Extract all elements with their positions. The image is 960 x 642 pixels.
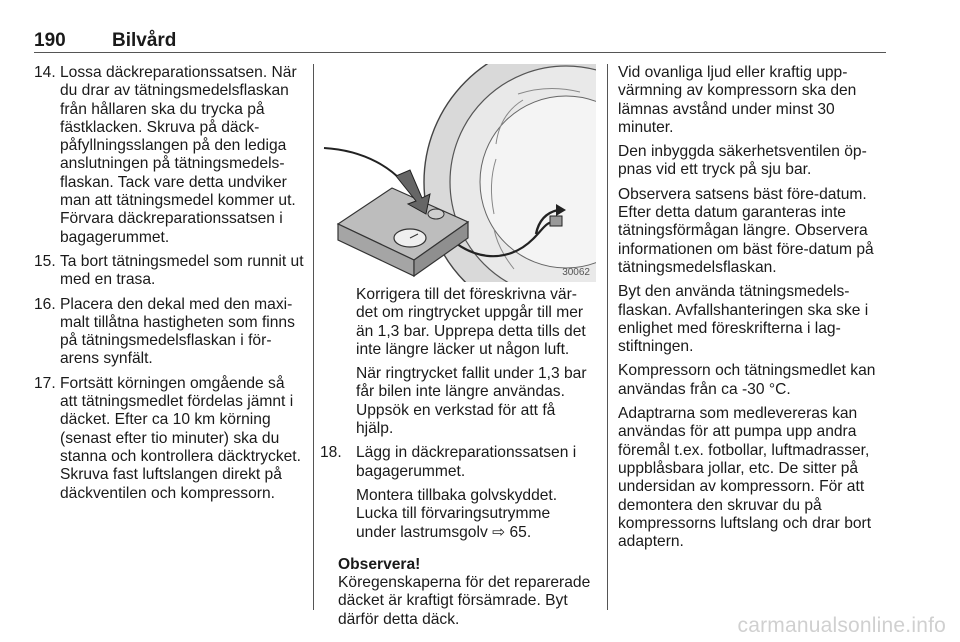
paragraph: Adaptrarna som medlevereras kan användas för att pumpa upp andra föremål t.ex. fotbollar, luftmadrasser, uppblåsbara jollar, etc. De sitter på undersidan av kompressorn. För att demontera den skruvar du på kompressorns luftslang och drar bort adaptern. [618, 405, 872, 551]
paragraph: Observera satsens bäst före-datum. Efter detta datum garanteras inte tätningsförmågan längre. Observera informationen om bäst före-datum på tätningsmedelsflaskan. [618, 185, 874, 276]
column-middle [320, 286, 592, 629]
step-text: Fortsätt körningen omgående så att tätningsmedlet fördelas jämnt i däcket. Efter ca 10 km körning (senast efter tio minuter) ska du stanna och kontrollera däcktrycket. Skruva fast luftslangen direkt på däckventilen och kompressorn. [60, 374, 301, 502]
header-rule [34, 52, 886, 53]
column-divider-right [607, 64, 608, 610]
compressor-illustration [318, 64, 596, 282]
paragraph: Byt den använda tätningsmedelsflaskan. Avfallshanteringen ska ske i enlighet med föreskrifterna i lagstiftningen. [618, 283, 869, 356]
compressor-tyre-drawing [318, 64, 596, 282]
floor-cover-text: Montera tillbaka golvskyddet. Lucka till förvaringsutrymme under lastrumsgolv ⇨ 65. [356, 486, 558, 541]
step-16 [34, 296, 304, 369]
notice-text: Köregenskaperna för det reparerade däcket är kraftigt försämrade. Byt därför detta däck. [338, 574, 591, 628]
notice-box [338, 556, 592, 629]
step-number: 18. [320, 444, 342, 462]
step-text: Ta bort tätningsmedel som runnit ut med en trasa. [60, 252, 304, 289]
column-divider-left [313, 64, 314, 610]
column-left [34, 64, 304, 509]
paragraph: Kompressorn och tätningsmedlet kan användas från ca -30 °C. [618, 362, 876, 398]
step-number: 15. [34, 252, 56, 270]
page-number: 190 [34, 30, 66, 51]
step-text: Lossa däckreparationssatsen. När du drar av tätningsmedelsflaskan från hållaren ska du trycka på fästklacken. Skruva på däckpåfyllningsslangen på den lediga anslutningen på tätningsmedelsflaskan. Tack vare detta undviker man att tätningsmedel kommer ut. Förvara däckreparationssatsen i bagagerummet. [60, 64, 297, 246]
low-pressure-text: När ringtrycket fallit under 1,3 bar får bilen inte längre användas. Uppsök en verkstad för att få hjälp. [356, 365, 587, 438]
step-text: Placera den dekal med den maximalt tillåtna hastigheten som finns på tätningsmedelsflaskan i förarens synfält. [60, 295, 295, 368]
step-number: 16. [34, 295, 56, 313]
pressure-correction-text: Korrigera till det föreskrivna värdet om ringtrycket uppgår till mer än 1,3 bar. Upprepa detta tills det inte längre läcker ut någon luft. [356, 286, 586, 358]
paragraph: Vid ovanliga ljud eller kraftig uppvärmning av kompressorn ska den lämnas avstånd under minst 30 minuter. [618, 64, 857, 136]
step-text: Lägg in däckreparationssatsen i bagagerummet. [356, 444, 577, 480]
step-18 [320, 444, 592, 481]
step-number: 14. [34, 64, 56, 81]
page-header [34, 30, 886, 52]
notice-label: Observera! [338, 555, 421, 573]
column-right [618, 64, 890, 557]
step-14 [34, 64, 304, 247]
watermark: carmanualsonline.info [737, 614, 946, 637]
section-title: Bilvård [112, 30, 177, 51]
step-15 [34, 253, 304, 290]
step-number: 17. [34, 374, 56, 392]
step-17 [34, 375, 304, 503]
figure-code: 30062 [562, 267, 590, 278]
paragraph: Den inbyggda säkerhetsventilen öppnas vid ett tryck på sju bar. [618, 143, 867, 179]
